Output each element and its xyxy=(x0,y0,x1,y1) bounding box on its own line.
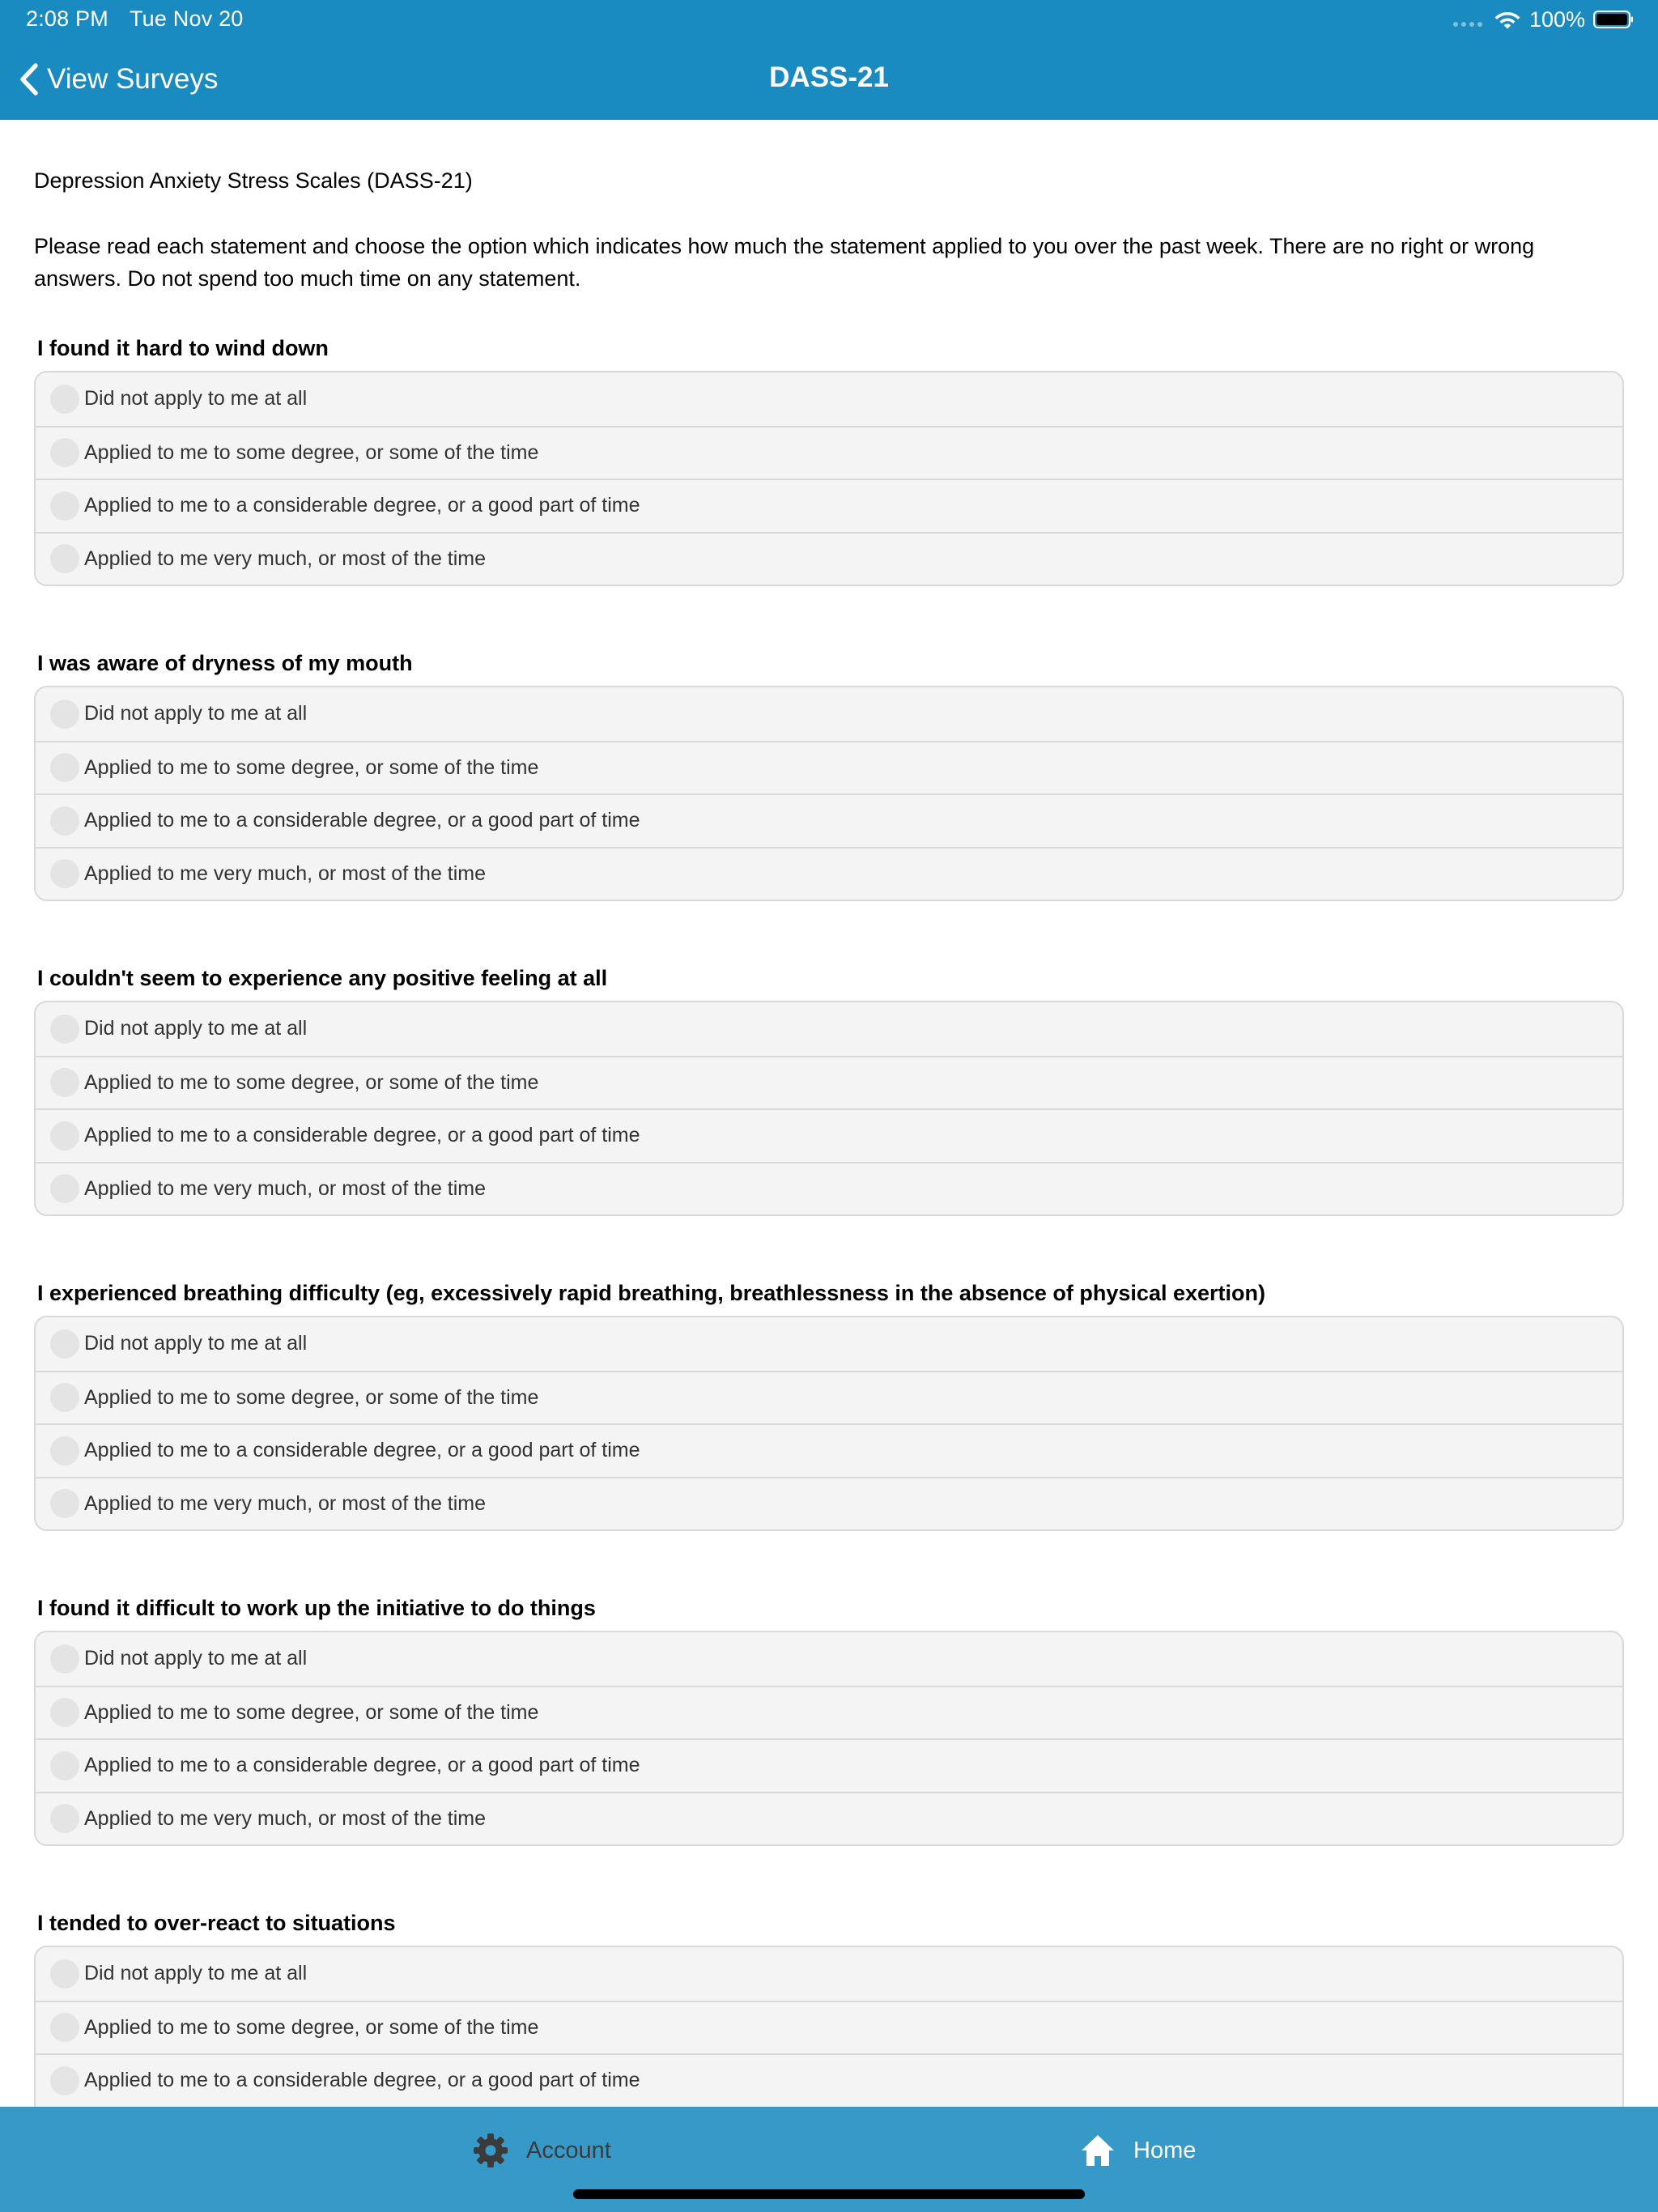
answer-option[interactable] xyxy=(36,1002,1622,1056)
answer-option-label: Applied to me very much, or most of the time xyxy=(84,861,487,885)
radio-button[interactable] xyxy=(50,1959,79,1989)
tab-home-label: Home xyxy=(1133,2137,1197,2163)
answer-option[interactable] xyxy=(36,1317,1622,1371)
home-icon xyxy=(1080,2133,1116,2168)
answer-option[interactable] xyxy=(36,426,1622,479)
answer-option-label: Applied to me to a considerable degree, or a good part of time xyxy=(84,2069,640,2092)
survey-title: Depression Anxiety Stress Scales (DASS-21) xyxy=(34,168,473,193)
question-title: I tended to over-react to situations xyxy=(37,1911,396,1935)
question-block xyxy=(34,962,1624,1216)
answer-option[interactable] xyxy=(36,1686,1622,1739)
answer-option[interactable] xyxy=(36,372,1622,426)
radio-button[interactable] xyxy=(50,859,79,888)
radio-button[interactable] xyxy=(50,1751,79,1780)
radio-button[interactable] xyxy=(50,753,79,782)
question-block xyxy=(34,332,1624,586)
wifi-icon xyxy=(1494,9,1521,30)
answer-option[interactable] xyxy=(36,741,1622,794)
answer-option-label: Did not apply to me at all xyxy=(84,1647,308,1670)
tab-account[interactable] xyxy=(473,2128,611,2173)
answer-option[interactable] xyxy=(36,793,1622,847)
tab-account-label: Account xyxy=(526,2137,611,2163)
answer-option-label: Applied to me to a considerable degree, or a good part of time xyxy=(84,1439,640,1462)
question-block xyxy=(34,647,1624,901)
answer-option-label: Applied to me to some degree, or some of the time xyxy=(84,2015,539,2039)
radio-button[interactable] xyxy=(50,1698,79,1727)
answer-options xyxy=(34,686,1624,901)
answer-option[interactable] xyxy=(36,1108,1622,1162)
status-date: Tue Nov 20 xyxy=(129,6,244,31)
answer-option[interactable] xyxy=(36,1423,1622,1477)
radio-button[interactable] xyxy=(50,2066,79,2095)
radio-button[interactable] xyxy=(50,438,79,467)
answer-option-label: Applied to me very much, or most of the time xyxy=(84,547,487,570)
answer-options xyxy=(34,1631,1624,1846)
status-bar-left xyxy=(26,6,244,32)
answer-option-label: Applied to me very much, or most of the time xyxy=(84,1491,487,1515)
gear-icon xyxy=(473,2133,508,2168)
answer-option[interactable] xyxy=(36,532,1622,585)
survey-instructions: Please read each statement and choose the option which indicates how much the statement applied to you over the past week. There are no right or wrong answers. Do not spend too much time on any statement. xyxy=(34,234,1535,291)
answer-option-label: Did not apply to me at all xyxy=(84,1017,308,1040)
question-block xyxy=(34,1592,1624,1846)
radio-button[interactable] xyxy=(50,700,79,729)
answer-option-label: Did not apply to me at all xyxy=(84,1962,308,1985)
answer-option[interactable] xyxy=(36,1371,1622,1424)
answer-option-label: Applied to me very much, or most of the time xyxy=(84,1176,487,1200)
answer-option-label: Applied to me very much, or most of the time xyxy=(84,1806,487,1830)
status-bar-right xyxy=(1453,6,1634,32)
page-title: DASS-21 xyxy=(769,62,889,93)
radio-button[interactable] xyxy=(50,1489,79,1518)
question-title: I experienced breathing difficulty (eg, excessively rapid breathing, breathlessness in the absence of physical exertion) xyxy=(37,1281,1265,1305)
radio-button[interactable] xyxy=(50,544,79,573)
answer-option[interactable] xyxy=(36,1162,1622,1215)
answer-option-label: Applied to me to a considerable degree, or a good part of time xyxy=(84,1754,640,1777)
radio-button[interactable] xyxy=(50,806,79,836)
answer-option-label: Did not apply to me at all xyxy=(84,702,308,725)
back-button[interactable] xyxy=(18,58,218,100)
radio-button[interactable] xyxy=(50,2013,79,2042)
answer-option-label: Applied to me to some degree, or some of the time xyxy=(84,440,539,464)
status-time: 2:08 PM xyxy=(26,6,108,31)
question-title: I found it hard to wind down xyxy=(37,336,329,360)
answer-option[interactable] xyxy=(36,847,1622,900)
question-title: I couldn't seem to experience any positive feeling at all xyxy=(37,966,608,990)
answer-option[interactable] xyxy=(36,1947,1622,2001)
radio-button[interactable] xyxy=(50,1383,79,1412)
answer-options xyxy=(34,1316,1624,1531)
answer-option[interactable] xyxy=(36,687,1622,741)
battery-icon xyxy=(1593,10,1634,29)
answer-option[interactable] xyxy=(36,1056,1622,1109)
question-block xyxy=(34,1277,1624,1531)
radio-button[interactable] xyxy=(50,1644,79,1674)
answer-option-label: Applied to me to some degree, or some of the time xyxy=(84,755,539,779)
battery-percent: 100% xyxy=(1528,6,1585,32)
answer-option-label: Did not apply to me at all xyxy=(84,387,308,410)
answer-option-label: Applied to me to a considerable degree, or a good part of time xyxy=(84,809,640,832)
back-button-label: View Surveys xyxy=(47,63,219,95)
answer-option[interactable] xyxy=(36,2053,1622,2107)
radio-button[interactable] xyxy=(50,1329,79,1359)
answer-option-label: Applied to me to some degree, or some of the time xyxy=(84,1700,539,1724)
tab-home[interactable] xyxy=(1080,2128,1196,2173)
top-bar xyxy=(0,0,1658,120)
answer-option-label: Did not apply to me at all xyxy=(84,1332,308,1355)
question-title: I was aware of dryness of my mouth xyxy=(37,651,413,675)
radio-button[interactable] xyxy=(50,1121,79,1151)
home-indicator xyxy=(573,2189,1085,2199)
answer-options xyxy=(34,1001,1624,1216)
answer-options xyxy=(34,371,1624,586)
radio-button[interactable] xyxy=(50,1436,79,1465)
answer-option-label: Applied to me to some degree, or some of the time xyxy=(84,1070,539,1094)
answer-option-label: Applied to me to a considerable degree, or a good part of time xyxy=(84,494,640,517)
answer-option[interactable] xyxy=(36,1738,1622,1792)
radio-button[interactable] xyxy=(50,1174,79,1203)
radio-button[interactable] xyxy=(50,491,79,521)
radio-button[interactable] xyxy=(50,1804,79,1833)
chevron-left-icon xyxy=(18,62,42,97)
radio-button[interactable] xyxy=(50,1068,79,1097)
signal-dots-icon xyxy=(1453,22,1482,27)
survey-content[interactable] xyxy=(0,120,1658,2091)
radio-button[interactable] xyxy=(50,385,79,414)
answer-option[interactable] xyxy=(36,2001,1622,2054)
question-title: I found it difficult to work up the initiative to do things xyxy=(37,1596,596,1620)
answer-option-label: Applied to me to a considerable degree, or a good part of time xyxy=(84,1124,640,1147)
answer-option[interactable] xyxy=(36,1632,1622,1686)
answer-option[interactable] xyxy=(36,479,1622,532)
answer-option[interactable] xyxy=(36,1792,1622,1845)
radio-button[interactable] xyxy=(50,1015,79,1044)
answer-option-label: Applied to me to some degree, or some of the time xyxy=(84,1385,539,1409)
answer-option[interactable] xyxy=(36,1477,1622,1530)
